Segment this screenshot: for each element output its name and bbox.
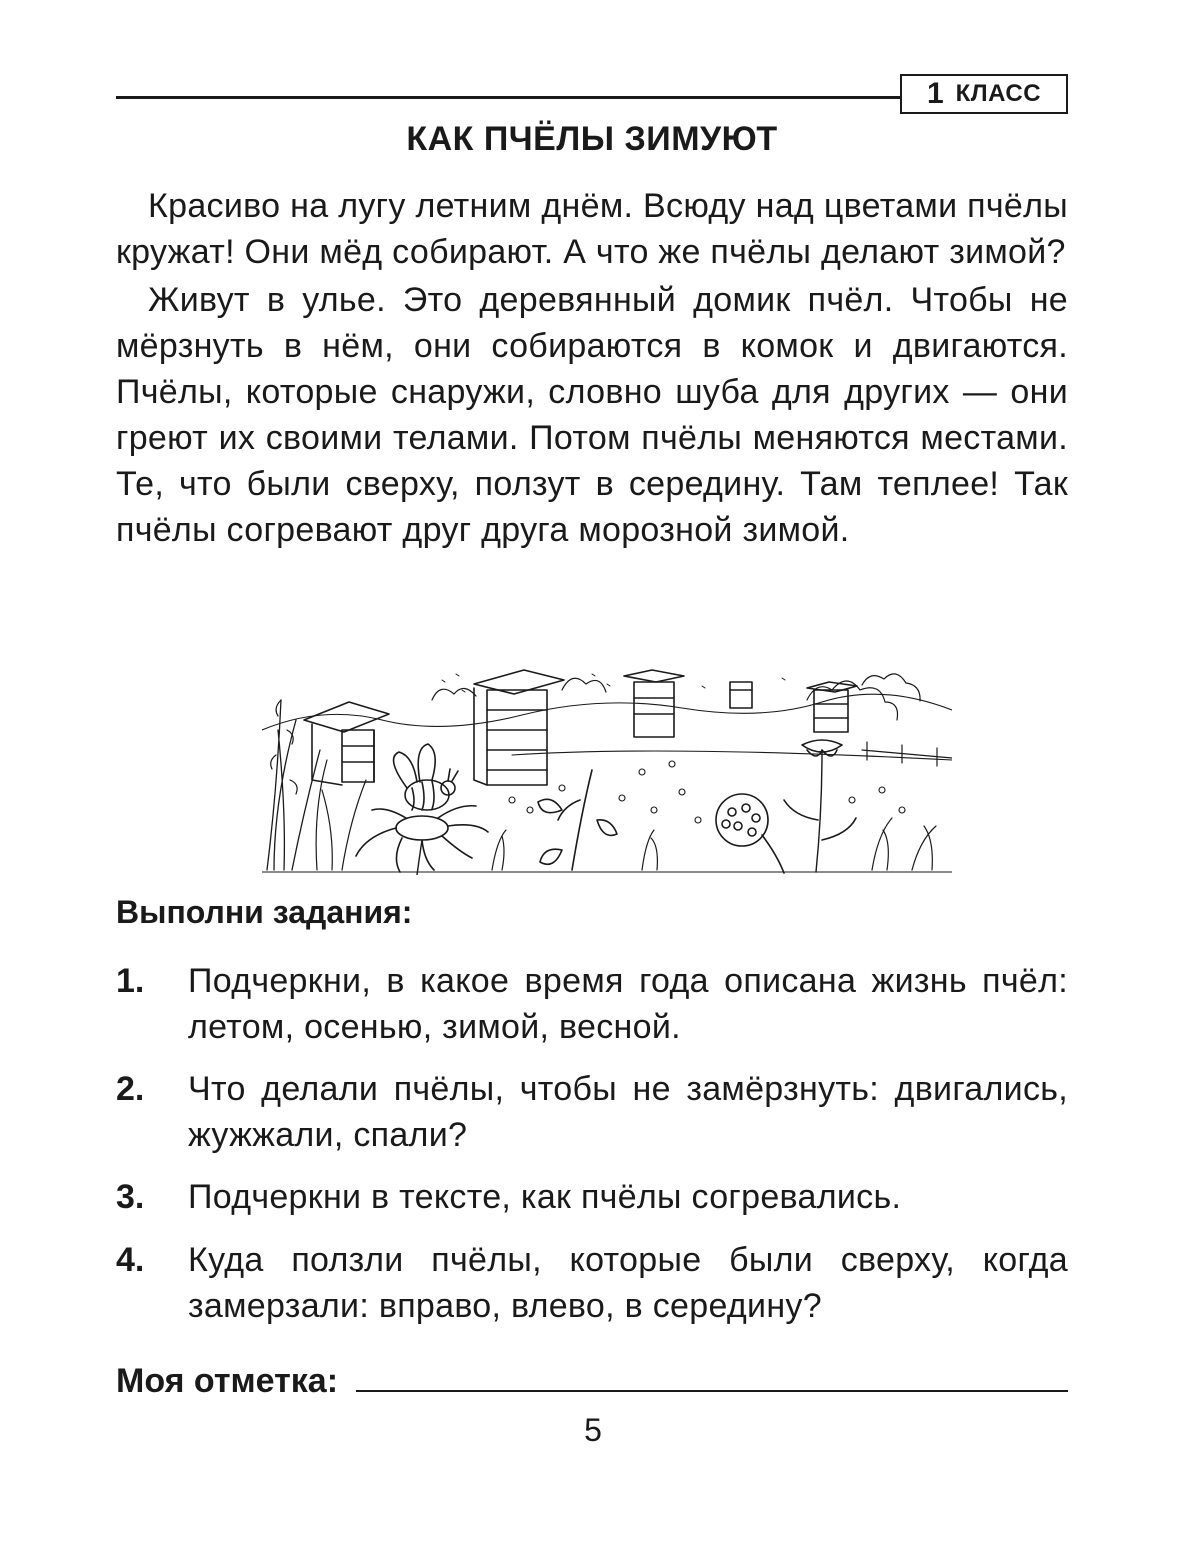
task-number: 4. — [116, 1241, 145, 1279]
tasks-heading: Выполни задания: — [116, 894, 413, 930]
header-rule — [116, 96, 902, 99]
grade-badge — [900, 74, 1068, 114]
bee-icon — [394, 744, 458, 810]
story-paragraph: Красиво на лугу летним днём. Всюду над цветами пчёлы кружат! Они мёд собирают. А что же пчёлы делают зимой? — [116, 187, 1068, 271]
beehive-icon — [730, 682, 752, 708]
task-item — [116, 1174, 1068, 1220]
task-item — [116, 1066, 1068, 1158]
task-text: Подчеркни в тексте, как пчёлы согревались. — [188, 1178, 902, 1216]
page-title: КАК ПЧЁЛЫ ЗИМУЮТ — [406, 120, 778, 158]
task-number: 1. — [116, 962, 145, 1000]
grade-word: КЛАСС — [955, 80, 1042, 107]
task-text: Подчеркни, в какое время года описана жизнь пчёл: летом, осенью, зимой, весной. — [188, 962, 1068, 1046]
beehive-icon — [807, 682, 857, 732]
task-number: 2. — [116, 1070, 145, 1108]
flower-icon — [716, 794, 784, 873]
flower-icon — [538, 770, 617, 870]
flower-icon — [356, 806, 488, 875]
task-text: Куда ползли пчёлы, которые были сверху, когда замерзали: вправо, влево, в середину? — [188, 1241, 1068, 1325]
task-item — [116, 1237, 1068, 1329]
task-item — [116, 958, 1068, 1050]
apiary-meadow-illustration — [262, 660, 952, 875]
beehive-icon — [474, 670, 564, 785]
grade-row — [116, 1362, 1068, 1401]
grade-input-line[interactable] — [356, 1362, 1068, 1392]
task-number: 3. — [116, 1178, 145, 1216]
story-text — [116, 183, 1068, 555]
grade-number: 1 — [926, 77, 944, 110]
flower-icon — [784, 740, 856, 872]
page-number: 5 — [584, 1412, 602, 1448]
task-text: Что делали пчёлы, чтобы не замёрзнуть: двигались, жужжали, спали? — [188, 1070, 1068, 1154]
grade-label: Моя отметка: — [116, 1362, 339, 1400]
story-paragraph: Живут в улье. Это деревянный домик пчёл. Чтобы не мёрзнуть в нём, они собираются в комок и двигаются. Пчёлы, которые снаружи, словно шуба для других — они греют их своими телами. Потом пчёлы меняются местами. Те, что были сверху, ползут в середину. Там теплее! Так пчёлы согревают друг друга морозной зимой. — [116, 281, 1068, 549]
